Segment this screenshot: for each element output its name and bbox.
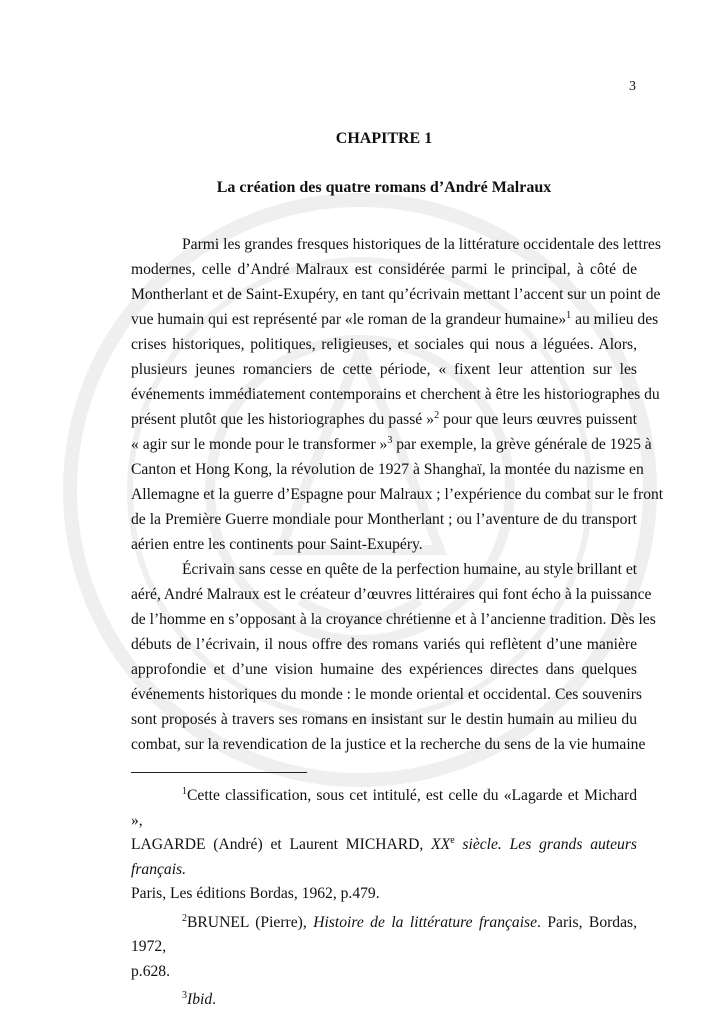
- footnote-ref-1: 1: [566, 309, 572, 321]
- text-line: Allemagne et la guerre d’Espagne pour Malraux ; l’expérience du combat sur le front: [131, 486, 664, 503]
- text-fragment: vue humain qui est représenté par «le roman de la grandeur humaine»: [131, 311, 567, 328]
- footnote-line: Paris, Les éditions Bordas, 1962, p.479.: [131, 885, 380, 902]
- footnote-2: [131, 911, 637, 985]
- text-line: Montherlant et de Saint-Exupéry, en tant qu’écrivain mettant l’accent sur un point de: [131, 286, 661, 303]
- footnote-3: [131, 988, 637, 1013]
- text-line: Écrivain sans cesse en quête de la perfection humaine, au style brillant et: [182, 561, 638, 578]
- text-fragment: au milieu des: [571, 311, 659, 328]
- text-fragment: par exemple, la grève générale de 1925 à: [392, 436, 652, 453]
- footnote-line: [131, 911, 637, 960]
- page-number: 3: [629, 79, 636, 94]
- text-fragment: e: [450, 834, 455, 846]
- text-fragment: XX: [431, 836, 451, 853]
- paragraph-2: [131, 557, 656, 757]
- text-line: modernes, celle d’André Malraux est considérée parmi le principal, à côté de: [131, 261, 637, 278]
- text-line: [131, 307, 659, 332]
- text-fragment: .: [212, 991, 217, 1008]
- footnote-ref-3: 3: [387, 434, 393, 446]
- text-fragment: BRUNEL (Pierre),: [187, 913, 314, 931]
- text-line: événements historiques du monde : le monde oriental et occidental. Ces souvenirs: [131, 686, 642, 703]
- text-line: Parmi les grandes fresques historiques de la littérature occidentale des lettres: [182, 236, 661, 253]
- text-line: aéré, André Malraux est le créateur d’œuvres littéraires qui font écho à la puissance: [131, 586, 652, 603]
- text-line: de la Première Guerre mondiale pour Montherlant ; ou l’aventure de du transport: [131, 511, 637, 528]
- text-line: [131, 432, 652, 457]
- text-fragment: . Paris, Bordas, 1972,: [131, 913, 637, 955]
- chapter-subtitle: La création des quatre romans d’André Malraux: [216, 179, 552, 196]
- footnote-1: [131, 784, 637, 907]
- text-line: débuts de l’écrivain, il nous offre des romans variés qui reflètent d’une manière: [131, 636, 637, 653]
- footnote-number: 3: [182, 989, 187, 1001]
- text-fragment: « agir sur le monde pour le transformer »: [131, 436, 388, 453]
- footnote-number: 2: [182, 912, 187, 924]
- text-line: crises historiques, politiques, religieuses, et sociales qui nous a léguées. Alors,: [131, 336, 637, 353]
- text-line: approfondie et d’une vision humaine des expériences directes dans quelques: [131, 661, 637, 678]
- footnote-line: p.628.: [131, 962, 170, 980]
- chapter-title: CHAPITRE 1: [335, 130, 433, 147]
- body-text: [131, 232, 664, 757]
- footnote-number: 1: [182, 785, 187, 797]
- text-fragment: Ibid: [187, 991, 213, 1008]
- text-fragment: siècle. Les grands auteurs français.: [131, 836, 637, 878]
- text-fragment: LAGARDE (André) et Laurent MICHARD,: [131, 836, 432, 853]
- text-fragment: Histoire de la littérature française: [313, 913, 538, 931]
- text-line: événements immédiatement contemporains et cherchent à être les historiographes du: [131, 386, 660, 403]
- text-line: de l’homme en s’opposant à la croyance chrétienne et à l’ancienne tradition. Dès les: [131, 611, 656, 628]
- text-line: combat, sur la revendication de la justice et la recherche du sens de la vie humaine: [131, 736, 646, 753]
- paragraph-1: [131, 232, 664, 557]
- footnote-line: [131, 988, 637, 1013]
- text-fragment: Cette classification, sous cet intitulé, est celle du «Lagarde et Michard »,: [131, 787, 637, 829]
- text-line: aérien entre les continents pour Saint-Exupéry.: [131, 536, 423, 553]
- text-fragment: présent plutôt que les historiographes du passé »: [131, 411, 435, 428]
- text-line: [131, 407, 637, 432]
- text-line: plusieurs jeunes romanciers de cette période, « fixent leur attention sur les: [131, 361, 637, 378]
- text-fragment: pour que leurs œuvres puissent: [439, 411, 637, 428]
- footnote-line: [131, 833, 637, 882]
- footnote-line: [131, 784, 637, 833]
- footnote-ref-2: 2: [434, 409, 440, 421]
- text-line: Canton et Hong Kong, la révolution de 1927 à Shanghaï, la montée du nazisme en: [131, 461, 644, 478]
- footnotes: [131, 784, 637, 1013]
- footnote-separator: [131, 772, 307, 773]
- text-line: sont proposés à travers ses romans en insistant sur le destin humain au milieu du: [131, 711, 637, 728]
